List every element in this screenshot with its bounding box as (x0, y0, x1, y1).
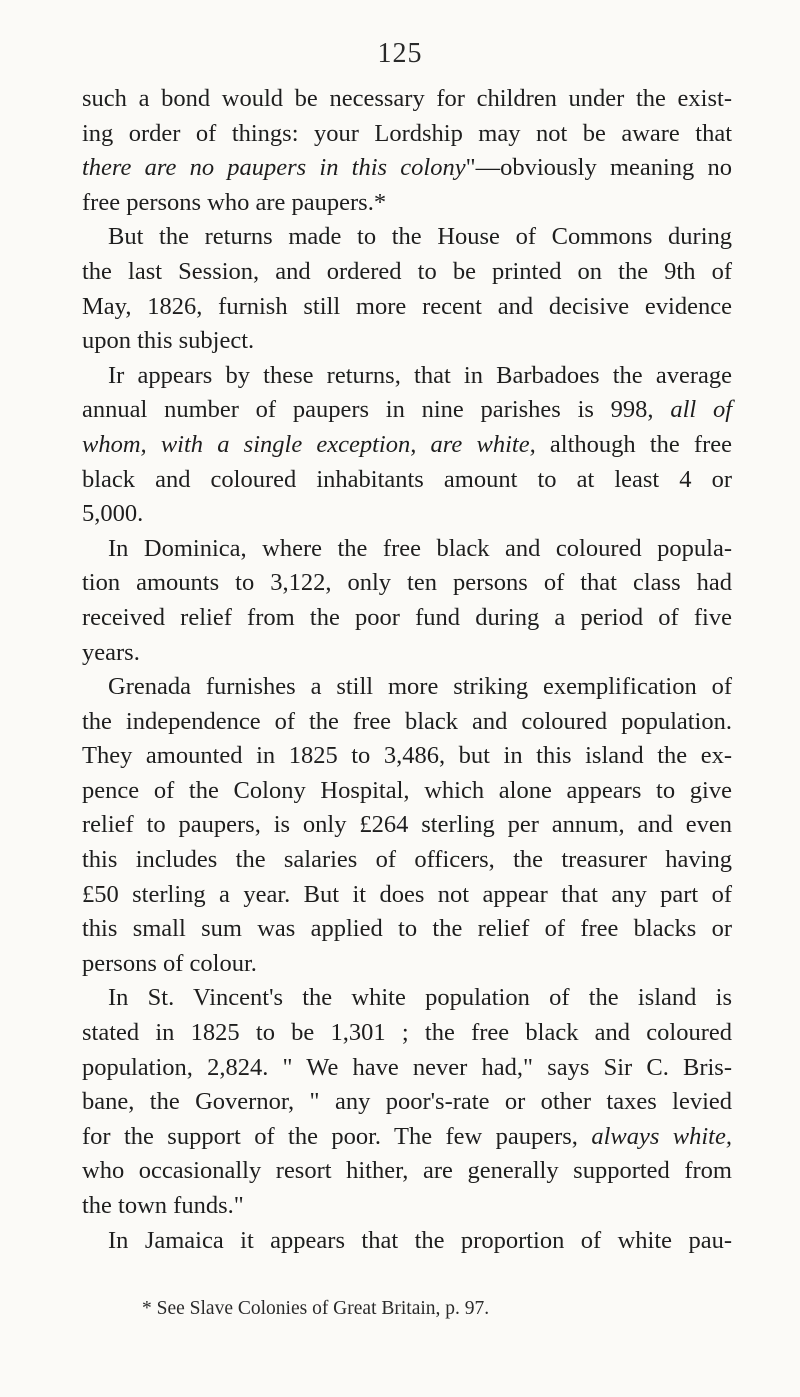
text-segment: But the returns made to the House of Commons during (108, 223, 732, 251)
text-line (82, 670, 732, 705)
text-segment: ing order of things: your Lordship may not be aware that (82, 119, 732, 147)
text-line (82, 1016, 732, 1051)
text-line (82, 220, 732, 255)
page-number: 125 (377, 38, 423, 69)
text-segment: £50 sterling a year. But it does not appear that any part of (82, 880, 732, 908)
text-line (82, 808, 732, 843)
text-segment: who occasionally resort hither, are generally supported from (82, 1157, 732, 1185)
text-segment: tion amounts to 3,122, only ten persons of that class had (82, 569, 732, 597)
text-line (82, 255, 732, 290)
text-line (82, 636, 732, 671)
text-line (82, 947, 732, 982)
text-line (82, 117, 732, 152)
text-line (82, 981, 732, 1016)
text-segment: 5,000. (82, 500, 144, 528)
text-line (82, 82, 732, 117)
text-line (82, 912, 732, 947)
text-line (82, 497, 732, 532)
text-segment: May, 1826, furnish still more recent and decisive evidence (82, 292, 732, 320)
text-segment: In St. Vincent's the white population of the island is (108, 984, 732, 1012)
body-text (82, 82, 732, 1258)
italic-text: all of (670, 396, 733, 424)
text-segment: although the free (535, 430, 732, 458)
italic-text: always white, (591, 1122, 732, 1150)
text-line (82, 1085, 732, 1120)
text-segment: persons of colour. (82, 949, 257, 977)
italic-text: there are no paupers in this colony (82, 154, 466, 182)
text-segment: received relief from the poor fund during a period of five (82, 603, 732, 631)
text-segment: for the support of the poor. The few paupers, (82, 1122, 592, 1150)
text-segment: such a bond would be necessary for children under the exist- (82, 85, 732, 112)
footnote: * See Slave Colonies of Great Britain, p. 97. (142, 1298, 490, 1319)
text-line (82, 324, 732, 359)
text-line (82, 739, 732, 774)
text-line (82, 359, 732, 394)
text-line (82, 463, 732, 498)
text-line (82, 1224, 732, 1259)
text-segment: the independence of the free black and coloured population. (82, 707, 732, 735)
text-line (82, 532, 732, 567)
text-segment: "—obviously meaning no (465, 154, 733, 182)
text-segment: pence of the Colony Hospital, which alone appears to give (82, 776, 732, 804)
text-segment: annual number of paupers in nine parishes is 998, (82, 396, 671, 424)
text-line (82, 774, 732, 809)
text-segment: this includes the salaries of officers, the treasurer having (82, 846, 732, 874)
italic-text: whom, with a single exception, are white, (82, 430, 536, 458)
text-segment: black and coloured inhabitants amount to at least 4 or (82, 465, 732, 493)
text-segment: population, 2,824. " We have never had," says Sir C. Bris- (82, 1053, 732, 1081)
text-segment: the town funds." (82, 1192, 244, 1219)
text-line (82, 705, 732, 740)
text-segment: Grenada furnishes a still more striking exemplification of (108, 673, 732, 701)
text-line (82, 566, 732, 601)
text-segment: this small sum was applied to the relief of free blacks or (82, 915, 732, 943)
text-segment: They amounted in 1825 to 3,486, but in this island the ex- (82, 742, 732, 770)
text-line (82, 601, 732, 636)
text-segment: bane, the Governor, " any poor's-rate or other taxes levied (82, 1088, 732, 1116)
text-segment: upon this subject. (82, 327, 255, 355)
text-segment: Ir appears by these returns, that in Barbadoes the average (108, 361, 732, 389)
text-line (82, 393, 732, 428)
text-segment: stated in 1825 to be 1,301 ; the free black and coloured (82, 1019, 732, 1047)
text-segment: relief to paupers, is only £264 sterling per annum, and even (82, 811, 732, 839)
text-segment: years. (82, 638, 140, 666)
text-line (82, 1051, 732, 1086)
text-segment: In Jamaica it appears that the proportion of white pau- (108, 1226, 732, 1254)
text-line (82, 428, 732, 463)
text-line (82, 1154, 732, 1189)
text-line (82, 151, 732, 186)
text-line (82, 1120, 732, 1155)
text-segment: the last Session, and ordered to be printed on the 9th of (82, 257, 732, 285)
text-line (82, 290, 732, 325)
text-segment: In Dominica, where the free black and coloured popula- (108, 534, 732, 562)
text-line (82, 878, 732, 913)
text-line (82, 1189, 732, 1224)
text-line (82, 186, 732, 221)
text-line (82, 843, 732, 878)
text-segment: free persons who are paupers.* (82, 188, 387, 216)
